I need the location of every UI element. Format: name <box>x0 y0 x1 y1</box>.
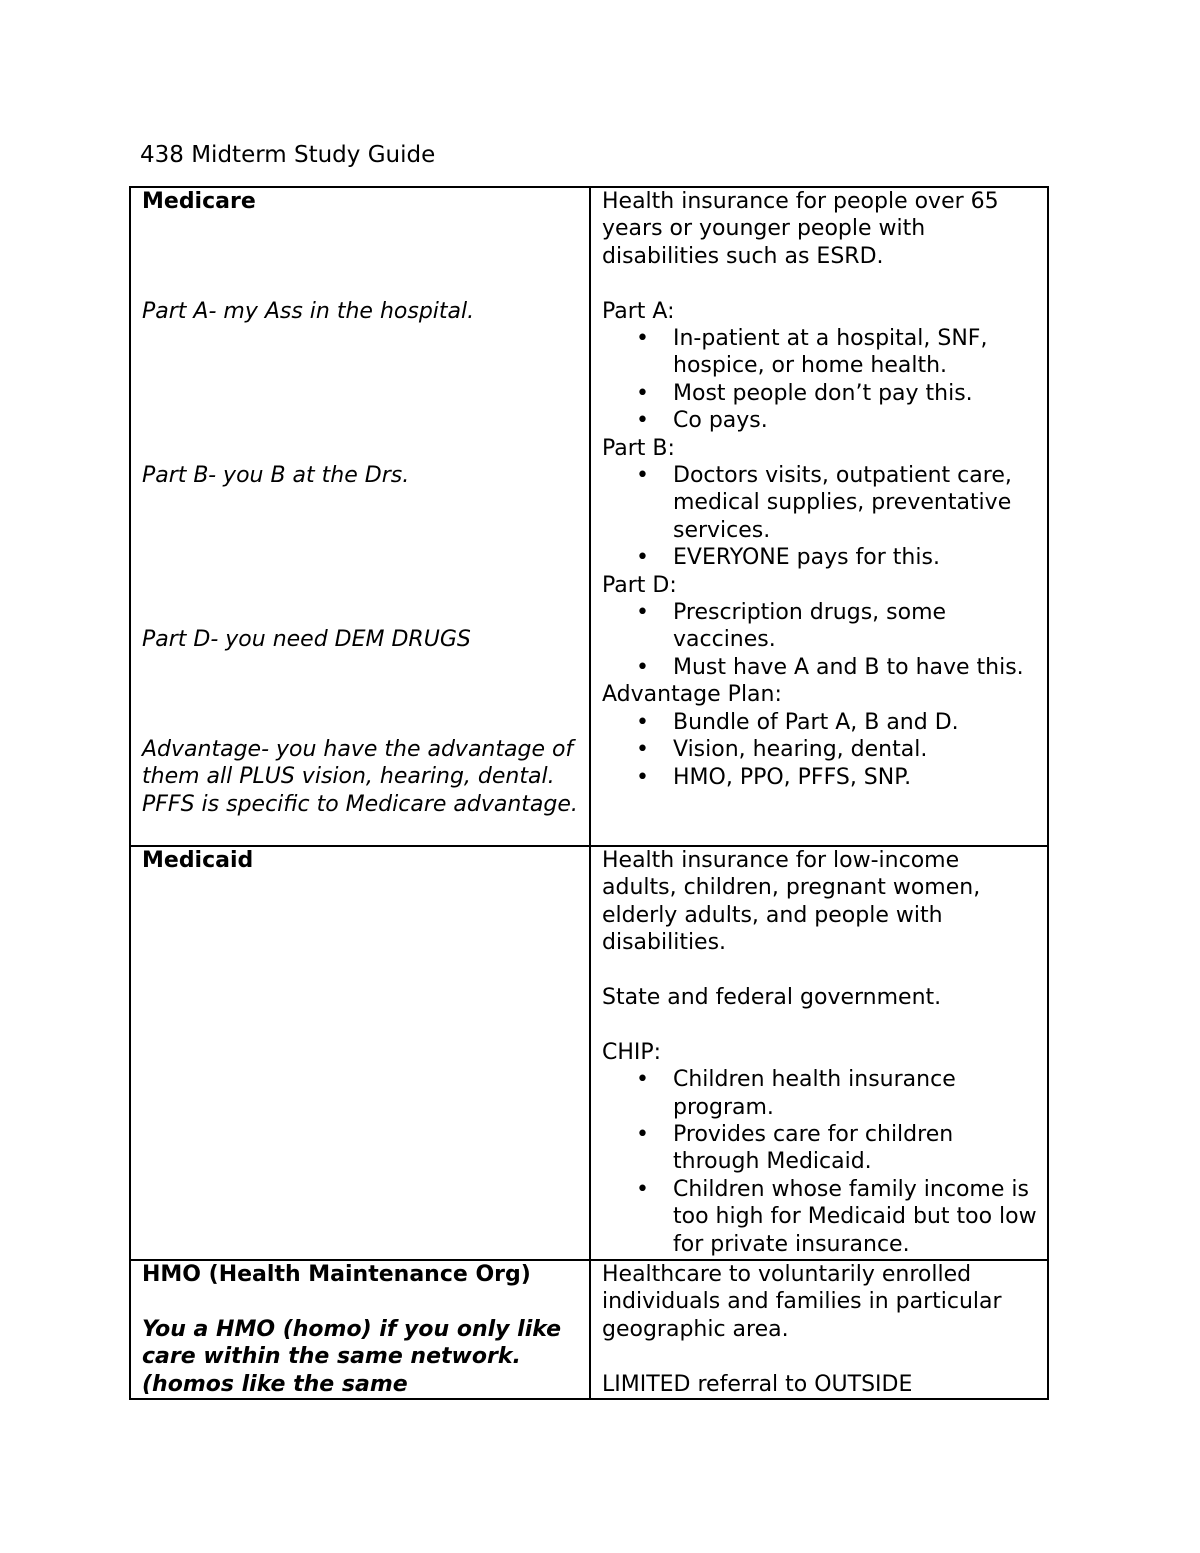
definition-cell-medicare <box>590 187 1048 846</box>
mnemonic-part-a: Part A- my Ass in the hospital. <box>142 298 475 324</box>
mnemonic-part-d: Part D- you need DEM DRUGS <box>142 627 471 653</box>
list-item: • Doctors visits, outpatient care, medical supplies, preventative services. <box>602 462 1037 544</box>
part-b-list <box>602 462 1037 572</box>
term-medicare: Medicare <box>142 189 256 214</box>
term-cell-medicare <box>130 187 590 846</box>
mnemonic-advantage: Advantage- you have the advantage of them all PLUS vision, hearing, dental. PFFS is specific to Medicare advantage. <box>142 736 578 817</box>
list-item: • Most people don’t pay this. <box>602 380 1037 407</box>
term-hmo: HMO (Health Maintenance Org) <box>142 1262 531 1287</box>
list-item: • Bundle of Part A, B and D. <box>602 709 1037 736</box>
term-cell-medicaid <box>130 846 590 1260</box>
list-item: • HMO, PPO, PFFS, SNP. <box>602 764 1037 791</box>
part-a-heading: Part A: <box>602 298 675 324</box>
part-d-heading: Part D: <box>602 572 677 598</box>
table-row-medicaid <box>130 846 1048 1260</box>
part-a-list <box>602 325 1037 435</box>
page-title: 438 Midterm Study Guide <box>140 142 436 168</box>
term-cell-hmo <box>130 1260 590 1399</box>
advantage-list <box>602 709 1037 791</box>
list-item: • Children health insurance program. <box>602 1066 1037 1121</box>
list-item: • Co pays. <box>602 407 1037 434</box>
chip-heading: CHIP: <box>602 1039 662 1065</box>
list-item: • Vision, hearing, dental. <box>602 736 1037 763</box>
mnemonic-part-b: Part B- you B at the Drs. <box>142 462 410 488</box>
definition-medicare: Health insurance for people over 65 years or younger people with disabilities such as ESRD. <box>602 189 999 269</box>
medicaid-funding: State and federal government. <box>602 985 942 1011</box>
chip-list <box>602 1066 1037 1258</box>
list-item: • Children whose family income is too high for Medicaid but too low for private insurance. <box>602 1176 1037 1258</box>
part-b-heading: Part B: <box>602 435 675 461</box>
table-row-medicare <box>130 187 1048 846</box>
list-item: • In-patient at a hospital, SNF, hospice, or home health. <box>602 325 1037 380</box>
list-item: • Prescription drugs, some vaccines. <box>602 599 1037 654</box>
hmo-referral: LIMITED referral to OUTSIDE <box>602 1371 913 1397</box>
definition-cell-medicaid <box>590 846 1048 1260</box>
definition-cell-hmo <box>590 1260 1048 1399</box>
part-d-list <box>602 599 1037 681</box>
advantage-heading: Advantage Plan: <box>602 682 782 708</box>
table-row-hmo <box>130 1260 1048 1399</box>
study-guide-table <box>129 186 1049 1400</box>
list-item: • Provides care for children through Medicaid. <box>602 1121 1037 1176</box>
definition-hmo: Healthcare to voluntarily enrolled individuals and families in particular geographic area. <box>602 1262 1002 1342</box>
term-medicaid: Medicaid <box>142 848 254 873</box>
list-item: • Must have A and B to have this. <box>602 654 1037 681</box>
list-item: • EVERYONE pays for this. <box>602 544 1037 571</box>
mnemonic-hmo: You a HMO (homo) if you only like care within the same network. (homos like the same <box>142 1316 561 1397</box>
definition-medicaid: Health insurance for low-income adults, children, pregnant women, elderly adults, and people with disabilities. <box>602 848 981 956</box>
